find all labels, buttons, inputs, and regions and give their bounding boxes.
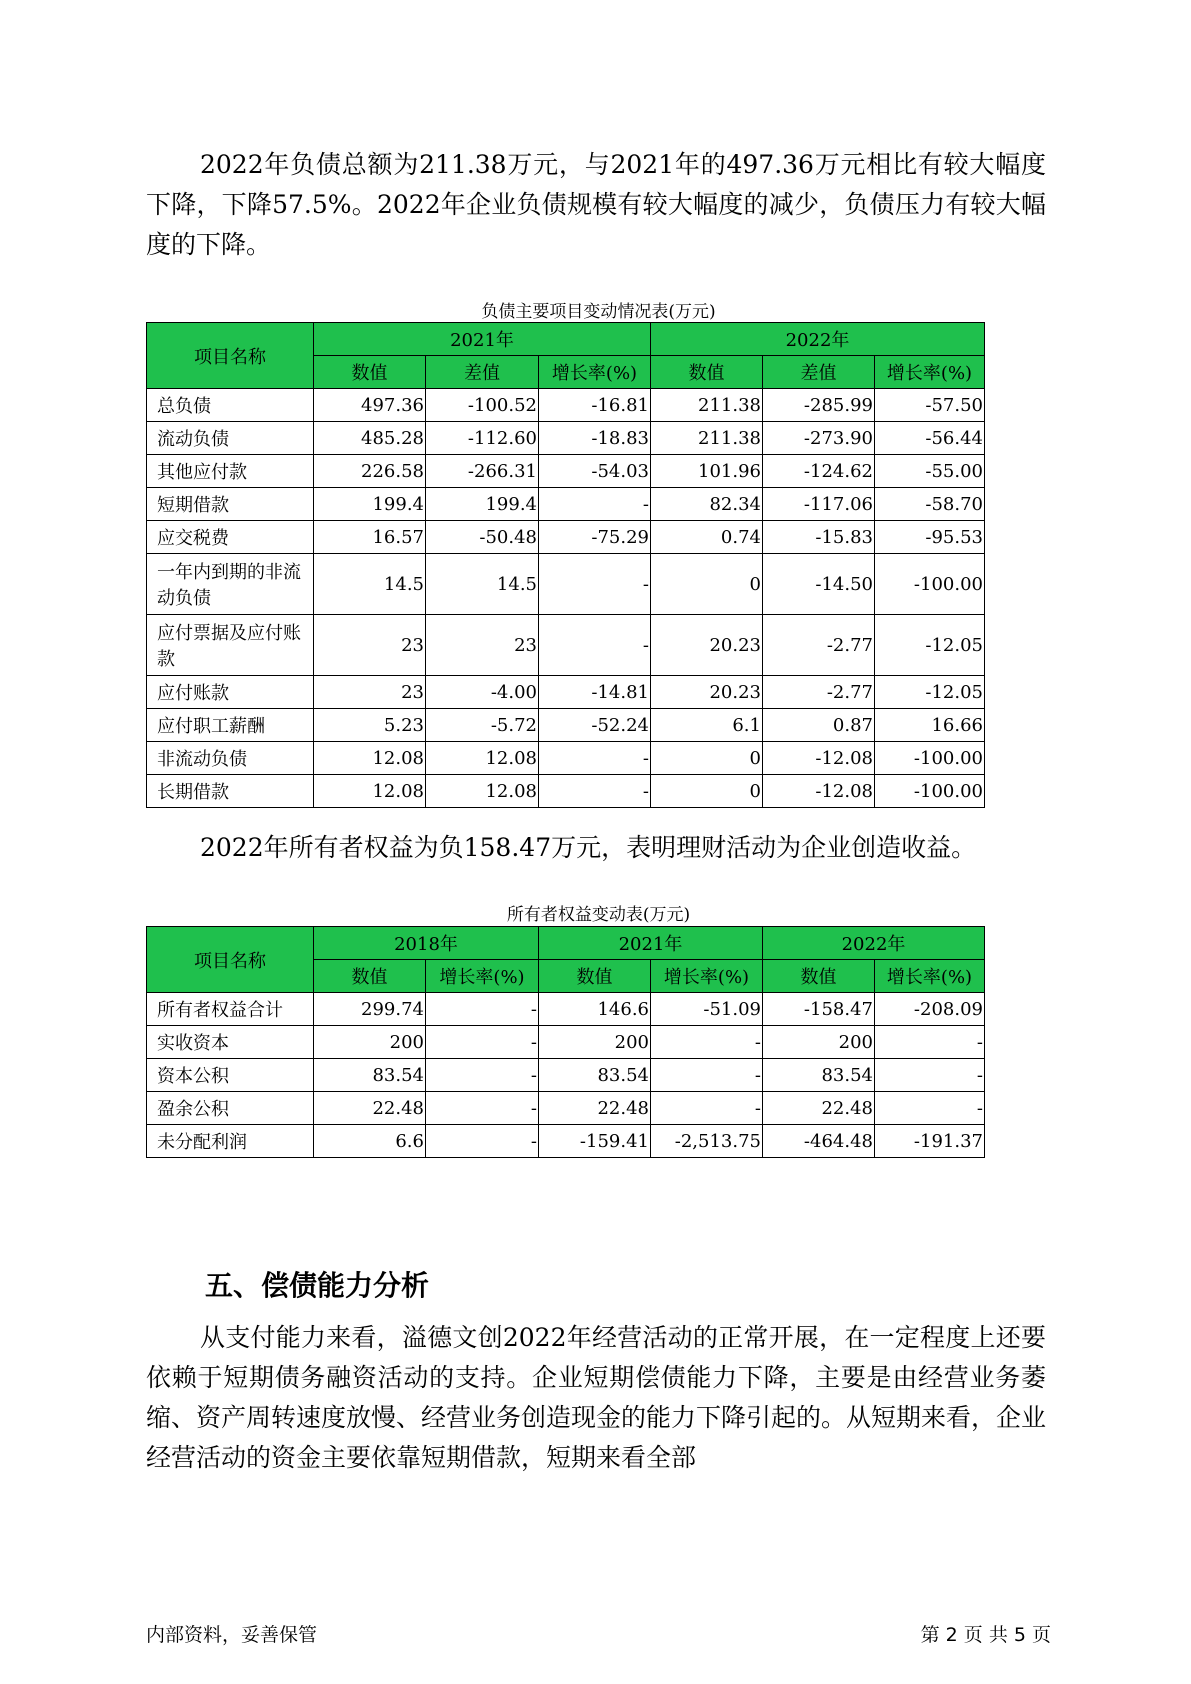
table-cell: 83.54: [539, 1059, 651, 1092]
table-cell: 200: [539, 1026, 651, 1059]
table-cell: 211.38: [651, 422, 763, 455]
table-cell: -50.48: [426, 521, 539, 554]
table-cell: 12.08: [426, 775, 539, 808]
header-year-2021: 2021年: [539, 927, 763, 960]
table-cell: -: [539, 742, 651, 775]
table-cell: -: [875, 1059, 985, 1092]
table-cell: 23: [314, 615, 426, 676]
table-cell: 14.5: [426, 554, 539, 615]
row-label: 应付职工薪酬: [147, 709, 314, 742]
liabilities-table: [146, 322, 985, 808]
table-cell: 22.48: [539, 1092, 651, 1125]
table-row: [147, 676, 985, 709]
table-cell: 0: [651, 554, 763, 615]
table-cell: -124.62: [763, 455, 875, 488]
table-cell: -: [426, 1092, 539, 1125]
table-cell: -56.44: [875, 422, 985, 455]
row-label: 盈余公积: [147, 1092, 314, 1125]
header-rate: 增长率(%): [875, 960, 985, 993]
row-label: 应交税费: [147, 521, 314, 554]
table-row: [147, 554, 985, 615]
table-cell: -4.00: [426, 676, 539, 709]
table-cell: -: [539, 615, 651, 676]
table-cell: -: [875, 1026, 985, 1059]
table-cell: -: [426, 993, 539, 1026]
table-row: [147, 1059, 985, 1092]
table-cell: -100.00: [875, 742, 985, 775]
table-row: [147, 488, 985, 521]
table-cell: -191.37: [875, 1125, 985, 1158]
table-cell: 485.28: [314, 422, 426, 455]
row-label: 实收资本: [147, 1026, 314, 1059]
header-rate: 增长率(%): [539, 356, 651, 389]
table-cell: -: [651, 1059, 763, 1092]
table-cell: -158.47: [763, 993, 875, 1026]
table-cell: 299.74: [314, 993, 426, 1026]
equity-table: [146, 926, 985, 1158]
table-cell: 22.48: [314, 1092, 426, 1125]
table-cell: -: [539, 554, 651, 615]
header-year-2022: 2022年: [763, 927, 985, 960]
table-cell: -266.31: [426, 455, 539, 488]
row-label: 总负债: [147, 389, 314, 422]
table-cell: -: [651, 1092, 763, 1125]
row-label: 应付票据及应付账款: [147, 615, 314, 676]
table-cell: -2.77: [763, 615, 875, 676]
table-cell: 199.4: [314, 488, 426, 521]
table-cell: -14.81: [539, 676, 651, 709]
header-value: 数值: [763, 960, 875, 993]
table-cell: 6.6: [314, 1125, 426, 1158]
table-cell: 0.87: [763, 709, 875, 742]
table-cell: 497.36: [314, 389, 426, 422]
table-cell: -100.00: [875, 775, 985, 808]
table-cell: -273.90: [763, 422, 875, 455]
table-cell: 5.23: [314, 709, 426, 742]
table-cell: -159.41: [539, 1125, 651, 1158]
table-cell: -100.52: [426, 389, 539, 422]
table-row: [147, 455, 985, 488]
table-cell: 0: [651, 775, 763, 808]
table-cell: 6.1: [651, 709, 763, 742]
section-heading: 五、偿债能力分析: [205, 1269, 430, 1302]
table-cell: -100.00: [875, 554, 985, 615]
table-row: [147, 709, 985, 742]
table-cell: -464.48: [763, 1125, 875, 1158]
table-cell: -58.70: [875, 488, 985, 521]
table-cell: 12.08: [314, 742, 426, 775]
paragraph-solvency: 从支付能力来看，溢德文创2022年经营活动的正常开展，在一定程度上还要依赖于短期债务融资活动的支持。企业短期偿债能力下降，主要是由经营业务萎缩、资产周转速度放慢、经营业务创造现金的能力下降引起的。从短期来看，企业经营活动的资金主要依靠短期借款，短期来看全部: [146, 1323, 1047, 1472]
table-cell: -117.06: [763, 488, 875, 521]
header-value: 数值: [651, 356, 763, 389]
table-cell: -: [651, 1026, 763, 1059]
table-cell: 22.48: [763, 1092, 875, 1125]
header-rate: 增长率(%): [875, 356, 985, 389]
table-cell: 23: [314, 676, 426, 709]
table-cell: -285.99: [763, 389, 875, 422]
table-cell: -55.00: [875, 455, 985, 488]
row-label: 长期借款: [147, 775, 314, 808]
table-cell: -52.24: [539, 709, 651, 742]
table-cell: 16.57: [314, 521, 426, 554]
table-cell: -5.72: [426, 709, 539, 742]
header-value: 数值: [539, 960, 651, 993]
row-label: 非流动负债: [147, 742, 314, 775]
table-cell: 23: [426, 615, 539, 676]
table-row: [147, 615, 985, 676]
paragraph-liabilities: 2022年负债总额为211.38万元，与2021年的497.36万元相比有较大幅度下降，下降57.5%。2022年企业负债规模有较大幅度的减少，负债压力有较大幅度的下降。: [146, 150, 1046, 259]
row-label: 资本公积: [147, 1059, 314, 1092]
header-value: 数值: [314, 356, 426, 389]
row-label: 其他应付款: [147, 455, 314, 488]
table-cell: -: [426, 1026, 539, 1059]
header-rate: 增长率(%): [651, 960, 763, 993]
table-cell: -51.09: [651, 993, 763, 1026]
row-label: 未分配利润: [147, 1125, 314, 1158]
table-cell: -12.08: [763, 742, 875, 775]
table-cell: 20.23: [651, 676, 763, 709]
header-year-2022: 2022年: [651, 323, 985, 356]
table-cell: -14.50: [763, 554, 875, 615]
table-row: [147, 1092, 985, 1125]
table-cell: 101.96: [651, 455, 763, 488]
table-cell: -: [426, 1059, 539, 1092]
paragraph-equity: 2022年所有者权益为负158.47万元，表明理财活动为企业创造收益。: [200, 833, 977, 862]
header-year-2021: 2021年: [314, 323, 651, 356]
table-cell: -15.83: [763, 521, 875, 554]
table-cell: 211.38: [651, 389, 763, 422]
table-cell: 83.54: [763, 1059, 875, 1092]
table-cell: 14.5: [314, 554, 426, 615]
table-cell: -: [539, 488, 651, 521]
table-row: [147, 1125, 985, 1158]
row-label: 短期借款: [147, 488, 314, 521]
header-item-name: 项目名称: [147, 323, 314, 389]
table-cell: -16.81: [539, 389, 651, 422]
table-cell: -18.83: [539, 422, 651, 455]
table-cell: 200: [314, 1026, 426, 1059]
table-cell: 12.08: [426, 742, 539, 775]
table-cell: 146.6: [539, 993, 651, 1026]
table-cell: -2,513.75: [651, 1125, 763, 1158]
table-cell: -95.53: [875, 521, 985, 554]
row-label: 应付账款: [147, 676, 314, 709]
row-label: 一年内到期的非流动负债: [147, 554, 314, 615]
table-row: [147, 742, 985, 775]
row-label: 流动负债: [147, 422, 314, 455]
table-cell: 82.34: [651, 488, 763, 521]
table-row: [147, 422, 985, 455]
table-cell: -75.29: [539, 521, 651, 554]
table-cell: -54.03: [539, 455, 651, 488]
table-cell: 0.74: [651, 521, 763, 554]
table-cell: 226.58: [314, 455, 426, 488]
table-cell: -: [539, 775, 651, 808]
table-cell: -: [426, 1125, 539, 1158]
table-cell: 200: [763, 1026, 875, 1059]
table-cell: 20.23: [651, 615, 763, 676]
table2-caption: 所有者权益变动表(万元): [506, 905, 691, 925]
table-cell: 0: [651, 742, 763, 775]
table-cell: -: [875, 1092, 985, 1125]
table-row: [147, 993, 985, 1026]
table-cell: 199.4: [426, 488, 539, 521]
row-label: 所有者权益合计: [147, 993, 314, 1026]
table-row: [147, 775, 985, 808]
table-row: [147, 1026, 985, 1059]
header-item-name: 项目名称: [147, 927, 314, 993]
table-row: [147, 389, 985, 422]
table-cell: -12.05: [875, 615, 985, 676]
table-cell: -2.77: [763, 676, 875, 709]
table-cell: -12.05: [875, 676, 985, 709]
table-cell: 16.66: [875, 709, 985, 742]
table-row: [147, 521, 985, 554]
table-cell: 83.54: [314, 1059, 426, 1092]
footer-page-number: 第 2 页 共 5 页: [920, 1624, 1051, 1646]
footer-confidential: 内部资料，妥善保管: [146, 1624, 318, 1646]
table-cell: -12.08: [763, 775, 875, 808]
table-cell: -208.09: [875, 993, 985, 1026]
header-year-2018: 2018年: [314, 927, 539, 960]
header-diff: 差值: [426, 356, 539, 389]
table1-caption: 负债主要项目变动情况表(万元): [481, 302, 716, 322]
table-cell: 12.08: [314, 775, 426, 808]
table-cell: -112.60: [426, 422, 539, 455]
header-diff: 差值: [763, 356, 875, 389]
header-rate: 增长率(%): [426, 960, 539, 993]
header-value: 数值: [314, 960, 426, 993]
table-cell: -57.50: [875, 389, 985, 422]
